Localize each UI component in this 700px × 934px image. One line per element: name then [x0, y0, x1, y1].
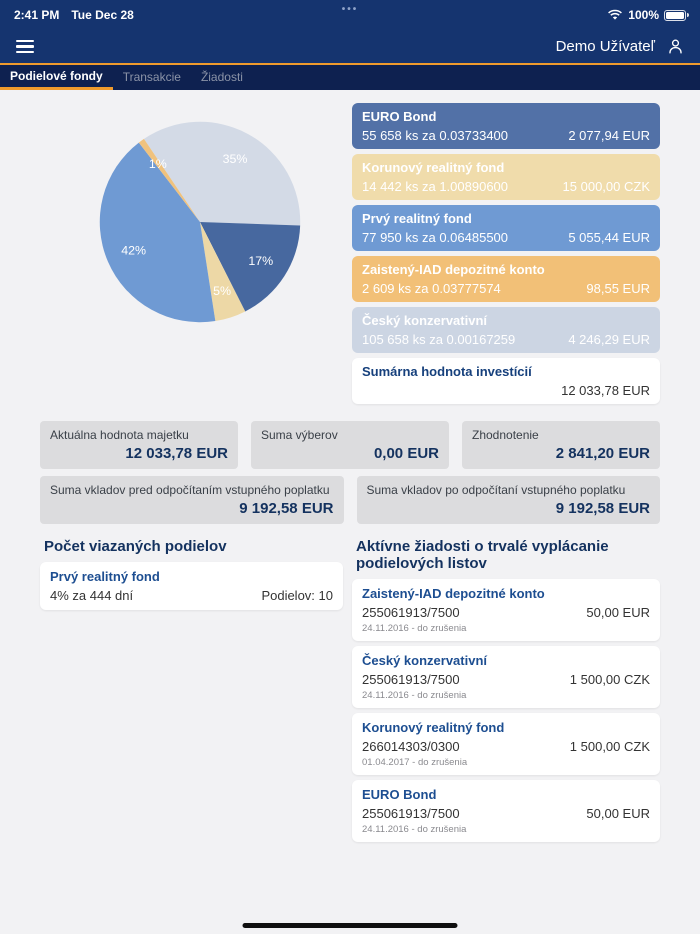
bound-units-heading: Počet viazaných podielov	[44, 538, 227, 555]
status-date: Tue Dec 28	[71, 8, 134, 22]
nav-bar	[0, 30, 700, 63]
bound-unit-card[interactable]	[40, 562, 343, 610]
wifi-icon	[607, 9, 623, 21]
summary-value: 2 841,20 EUR	[555, 445, 650, 462]
summary-label: Suma výberov	[261, 428, 338, 442]
home-indicator[interactable]	[243, 923, 458, 928]
summary-row-1	[40, 421, 660, 469]
fund-units: 2 609 ks za 0.03777574	[362, 281, 501, 296]
bound-unit-count: Podielov: 10	[261, 588, 333, 603]
request-fund: Český konzervativní	[362, 653, 488, 668]
summary-value: 9 192,58 EUR	[555, 500, 650, 517]
battery-percent: 100%	[628, 8, 659, 22]
fund-legend-list	[352, 103, 660, 404]
fund-name: Korunový realitný fond	[362, 160, 505, 175]
pie-slice-label: 1%	[148, 156, 167, 171]
bound-units-section	[40, 538, 343, 610]
main-content	[0, 90, 700, 842]
pie-slice-label: 42%	[121, 243, 147, 258]
fund-value: 98,55 EUR	[586, 281, 650, 296]
fund-card-cesky-konzervativni[interactable]	[352, 307, 660, 353]
status-bar	[0, 0, 700, 30]
pie-slice-label: 17%	[248, 254, 274, 269]
allocation-pie-chart	[95, 117, 305, 327]
summary-box-withdrawals	[251, 421, 449, 469]
fund-name: Český konzervativní	[362, 313, 488, 328]
fund-value: 4 246,29 EUR	[568, 332, 650, 347]
active-requests-heading: Aktívne žiadosti o trvalé vyplácanie podielových listov	[356, 538, 609, 572]
summary-value: 0,00 EUR	[373, 445, 439, 462]
multitask-dots-icon: •••	[341, 4, 359, 15]
summary-box-current-value	[40, 421, 238, 469]
fund-value: 2 077,94 EUR	[568, 128, 650, 143]
user-name: Demo Užívateľ	[555, 38, 655, 55]
fund-units: 55 658 ks za 0.03733400	[362, 128, 509, 143]
request-account: 255061913/7500	[362, 806, 460, 821]
request-amount: 1 500,00 CZK	[569, 739, 650, 754]
request-fund: EURO Bond	[362, 787, 437, 802]
fund-name: Prvý realitný fond	[362, 211, 472, 226]
request-account: 266014303/0300	[362, 739, 460, 754]
fund-units: 105 658 ks za 0.00167259	[362, 332, 516, 347]
request-card-korunovy[interactable]	[352, 713, 660, 775]
battery-icon	[664, 10, 686, 21]
request-account: 255061913/7500	[362, 672, 460, 687]
tab-transakcie[interactable]: Transakcie	[122, 70, 181, 84]
menu-icon[interactable]	[16, 40, 34, 54]
fund-card-prvy-realitny[interactable]	[352, 205, 660, 251]
request-card-cesky[interactable]	[352, 646, 660, 708]
tab-bar	[0, 65, 700, 90]
request-amount: 50,00 EUR	[586, 806, 650, 821]
fund-units: 77 950 ks za 0.06485500	[362, 230, 509, 245]
summary-label: Suma vkladov po odpočítaní vstupného poplatku	[366, 483, 626, 497]
summary-box-deposits-before-fee	[40, 476, 344, 524]
active-requests-section	[352, 538, 660, 842]
summary-row-2	[40, 476, 660, 524]
total-label: Sumárna hodnota investícií	[362, 364, 532, 379]
request-account: 255061913/7500	[362, 605, 460, 620]
summary-value: 9 192,58 EUR	[239, 500, 334, 517]
summary-box-gain	[462, 421, 660, 469]
request-card-euro-bond[interactable]	[352, 780, 660, 842]
summary-box-deposits-after-fee	[357, 476, 661, 524]
tab-ziadosti[interactable]: Žiadosti	[200, 70, 243, 84]
user-icon[interactable]	[667, 38, 684, 55]
summary-label: Zhodnotenie	[472, 428, 539, 442]
summary-label: Aktuálna hodnota majetku	[50, 428, 189, 442]
fund-units: 14 442 ks za 1.00890600	[362, 179, 509, 194]
request-amount: 50,00 EUR	[586, 605, 650, 620]
fund-value: 15 000,00 CZK	[562, 179, 650, 194]
total-value: 12 033,78 EUR	[561, 383, 650, 398]
pie-slice-label: 5%	[213, 284, 232, 299]
request-fund: Korunový realitný fond	[362, 720, 505, 735]
fund-card-korunovy[interactable]	[352, 154, 660, 200]
request-period: 24.11.2016 - do zrušenia	[362, 824, 467, 835]
fund-name: EURO Bond	[362, 109, 437, 124]
summary-label: Suma vkladov pred odpočítaním vstupného poplatku	[50, 483, 330, 497]
request-card-zaisteny[interactable]	[352, 579, 660, 641]
fund-card-zaisteny-iad[interactable]	[352, 256, 660, 302]
request-fund: Zaistený-IAD depozitné konto	[362, 586, 545, 601]
tab-podielove-fondy[interactable]: Podielové fondy	[0, 65, 113, 90]
pie-slice-label: 35%	[222, 152, 248, 167]
total-investments-card	[352, 358, 660, 404]
bound-unit-fund: Prvý realitný fond	[50, 569, 160, 584]
bound-unit-condition: 4% za 444 dní	[50, 588, 134, 603]
fund-name: Zaistený-IAD depozitné konto	[362, 262, 545, 277]
fund-value: 5 055,44 EUR	[568, 230, 650, 245]
summary-value: 12 033,78 EUR	[125, 445, 228, 462]
clock: 2:41 PM	[14, 8, 60, 22]
request-period: 01.04.2017 - do zrušenia	[362, 757, 468, 768]
pie-chart-area	[40, 103, 352, 404]
request-period: 24.11.2016 - do zrušenia	[362, 690, 467, 701]
request-amount: 1 500,00 CZK	[569, 672, 650, 687]
request-period: 24.11.2016 - do zrušenia	[362, 623, 467, 634]
fund-card-euro-bond[interactable]	[352, 103, 660, 149]
